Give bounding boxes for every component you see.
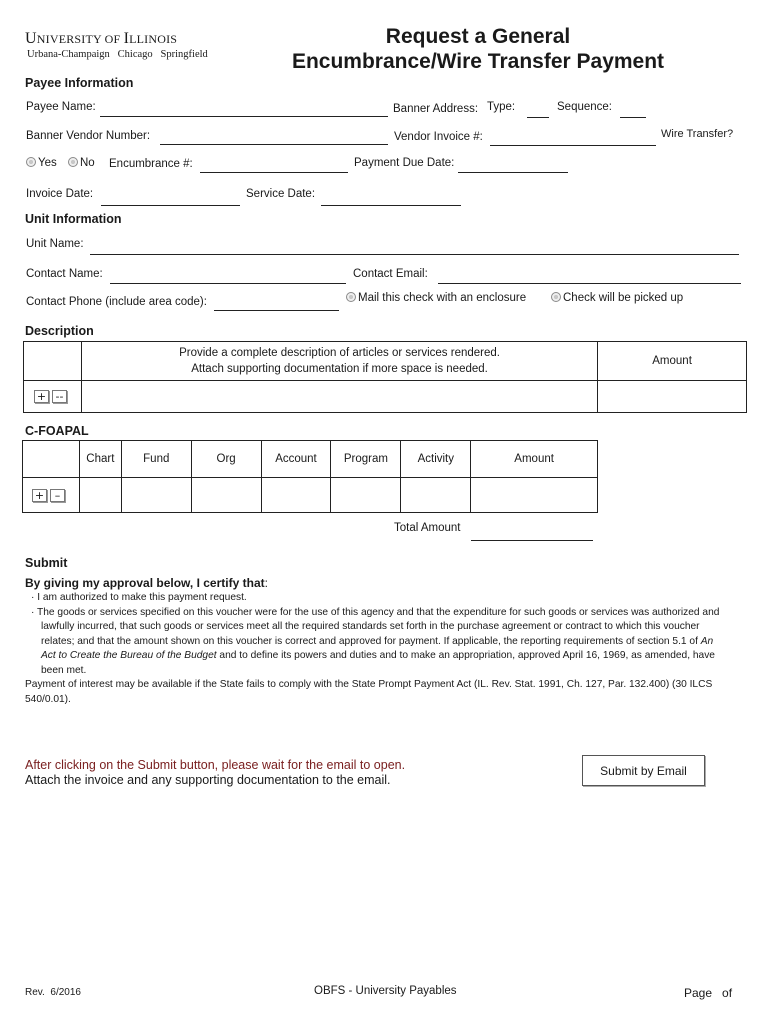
cert-line: lawfully incurred, that such goods or services meet all the required standards set forth in the purchase agreement or contract to which this voucher (41, 621, 700, 633)
wire-yes-radio[interactable] (26, 157, 57, 169)
wire-yes-label: Yes (38, 157, 57, 169)
wait-notice: After clicking on the Submit button, please wait for the email to open. (25, 758, 406, 772)
payee-name-label: Payee Name: (26, 101, 96, 113)
interest-line: 540/0.01). (25, 693, 71, 705)
cert-bullet: · The goods or services specified on this voucher were for the use of this agency and that the expenditure for such goods or services was authorized and (31, 606, 720, 618)
mail-check-label: Mail this check with an enclosure (358, 292, 527, 304)
vendor-number-input[interactable] (160, 132, 388, 144)
certify-colon: : (264, 576, 268, 590)
cert-line: been met. (41, 664, 87, 676)
add-cfoapal-row-button[interactable]: + (32, 489, 47, 502)
unit-section-title: Unit Information (25, 212, 122, 226)
program-cell[interactable] (331, 478, 401, 513)
contact-phone-input[interactable] (214, 298, 339, 310)
amount-cell[interactable] (471, 478, 598, 513)
service-date-input[interactable] (321, 193, 461, 205)
submit-by-email-button[interactable]: Submit by Email (582, 755, 705, 786)
total-amount-label: Total Amount (394, 522, 461, 534)
description-table (23, 341, 747, 413)
contact-email-label: Contact Email: (353, 268, 428, 280)
wire-transfer-label: Wire Transfer? (661, 128, 734, 140)
department-label: OBFS - University Payables (314, 985, 457, 997)
act-title: Act to Create the Bureau of the Budget (41, 650, 217, 662)
remove-cfoapal-row-button[interactable]: – (50, 489, 65, 502)
submit-section-title: Submit (25, 556, 68, 570)
radio-icon (68, 157, 78, 167)
cfoapal-header-amount: Amount (471, 441, 598, 478)
radio-icon (346, 292, 356, 302)
mail-check-radio[interactable] (346, 292, 526, 304)
description-cell[interactable] (81, 381, 597, 413)
revision-label: Rev. 6/2016 (25, 987, 81, 998)
attach-notice: Attach the invoice and any supporting documentation to the email. (25, 773, 391, 787)
radio-icon (551, 292, 561, 302)
unit-name-field[interactable] (90, 242, 739, 255)
fund-cell[interactable] (121, 478, 191, 513)
cert-line (31, 635, 743, 650)
add-description-row-button[interactable]: + (34, 390, 49, 403)
vendor-number-label: Banner Vendor Number: (26, 130, 151, 142)
payment-due-input[interactable] (458, 160, 568, 172)
cfoapal-row-controls (23, 478, 80, 513)
vendor-invoice-field[interactable] (490, 133, 656, 146)
pickup-check-label: Check will be picked up (563, 292, 684, 304)
activity-cell[interactable] (401, 478, 471, 513)
encumbrance-input[interactable] (200, 160, 348, 172)
vendor-number-field[interactable] (160, 132, 388, 145)
encumbrance-field[interactable] (200, 160, 348, 173)
account-cell[interactable] (261, 478, 331, 513)
remove-description-row-button[interactable]: -- (52, 390, 67, 403)
cfoapal-header-org: Org (191, 441, 261, 478)
certify-heading-text: By giving my approval below, I certify that (25, 576, 265, 590)
wire-no-label: No (80, 157, 95, 169)
vendor-invoice-input[interactable] (490, 133, 656, 145)
description-amount-cell[interactable] (598, 381, 747, 413)
service-date-field[interactable] (321, 193, 461, 206)
total-amount-input[interactable] (471, 528, 593, 540)
description-amount-header: Amount (598, 342, 747, 381)
cert-text: relates; and that the amount shown on this voucher is correct and approved for payment. If applicable, the reporting requirements of section 5.1 of (41, 635, 701, 647)
invoice-date-field[interactable] (101, 193, 240, 206)
payment-due-label: Payment Due Date: (354, 157, 455, 169)
certify-heading (25, 576, 268, 590)
form-title-line2: Encumbrance/Wire Transfer Payment (291, 50, 665, 73)
contact-name-field[interactable] (110, 271, 346, 284)
cfoapal-header-account: Account (261, 441, 331, 478)
contact-email-input[interactable] (438, 271, 741, 283)
chart-cell[interactable] (79, 478, 121, 513)
act-title: An (700, 635, 714, 647)
campus-list: Urbana-Champaign Chicago Springfield (27, 49, 208, 60)
type-field[interactable] (527, 105, 549, 118)
vendor-invoice-label: Vendor Invoice #: (394, 131, 483, 143)
pickup-check-radio[interactable] (551, 292, 683, 304)
payee-name-input[interactable] (100, 104, 388, 116)
university-wordmark (25, 30, 177, 48)
sequence-field[interactable] (620, 105, 646, 118)
unit-name-input[interactable] (90, 242, 739, 254)
type-label: Type: (487, 101, 516, 113)
payee-section-title: Payee Information (25, 76, 134, 90)
cfoapal-header-activity: Activity (401, 441, 471, 478)
wordmark-text: NIVERSITY OF (36, 32, 124, 46)
cfoapal-header-spacer (23, 441, 80, 478)
page-number: Page of (684, 986, 733, 1000)
instructions-line: Attach supporting documentation if more space is needed. (191, 363, 488, 375)
description-instructions (81, 342, 597, 381)
instructions-line: Provide a complete description of articles or services rendered. (179, 347, 500, 359)
cert-text: and to define its powers and duties and to make an appropriation, approved April 16, 1969, as amended, have (216, 650, 715, 662)
wordmark-text: LLINOIS (129, 32, 178, 46)
interest-notice (25, 678, 745, 707)
cfoapal-header-program: Program (331, 441, 401, 478)
cert-line (31, 649, 743, 664)
sequence-label: Sequence: (557, 101, 612, 113)
type-input[interactable] (527, 105, 549, 117)
wordmark-letter: I (123, 30, 130, 47)
radio-icon (26, 157, 36, 167)
banner-address-label: Banner Address: (393, 103, 479, 115)
contact-name-input[interactable] (110, 271, 346, 283)
invoice-date-label: Invoice Date: (26, 188, 94, 200)
sequence-input[interactable] (620, 105, 646, 117)
unit-name-label: Unit Name: (26, 238, 84, 250)
contact-name-label: Contact Name: (26, 268, 103, 280)
total-amount-field[interactable] (471, 528, 593, 541)
org-cell[interactable] (191, 478, 261, 513)
contact-phone-field[interactable] (214, 298, 339, 311)
service-date-label: Service Date: (246, 188, 316, 200)
certification-text (31, 591, 743, 679)
cfoapal-table (22, 440, 598, 513)
payee-name-field[interactable] (100, 104, 388, 117)
description-row-controls (24, 381, 82, 413)
contact-phone-label: Contact Phone (include area code): (26, 296, 207, 308)
contact-email-field[interactable] (438, 271, 741, 284)
description-row-spacer (24, 342, 82, 381)
wire-no-radio[interactable] (68, 157, 95, 169)
cert-bullet: · I am authorized to make this payment request. (31, 592, 247, 603)
cfoapal-section-title: C-FOAPAL (25, 424, 89, 438)
invoice-date-input[interactable] (101, 193, 240, 205)
payment-due-field[interactable] (458, 160, 568, 173)
encumbrance-label: Encumbrance #: (109, 158, 193, 170)
description-section-title: Description (25, 324, 94, 338)
form-title-line1: Request a General (385, 25, 571, 48)
cfoapal-header-fund: Fund (121, 441, 191, 478)
wordmark-letter: U (25, 30, 37, 47)
interest-line: Payment of interest may be available if the State fails to comply with the State Prompt Payment Act (IL. Rev. Stat. 1991, Ch. 127, Par. 132.400) (30 ILCS (25, 679, 713, 690)
cfoapal-header-chart: Chart (79, 441, 121, 478)
